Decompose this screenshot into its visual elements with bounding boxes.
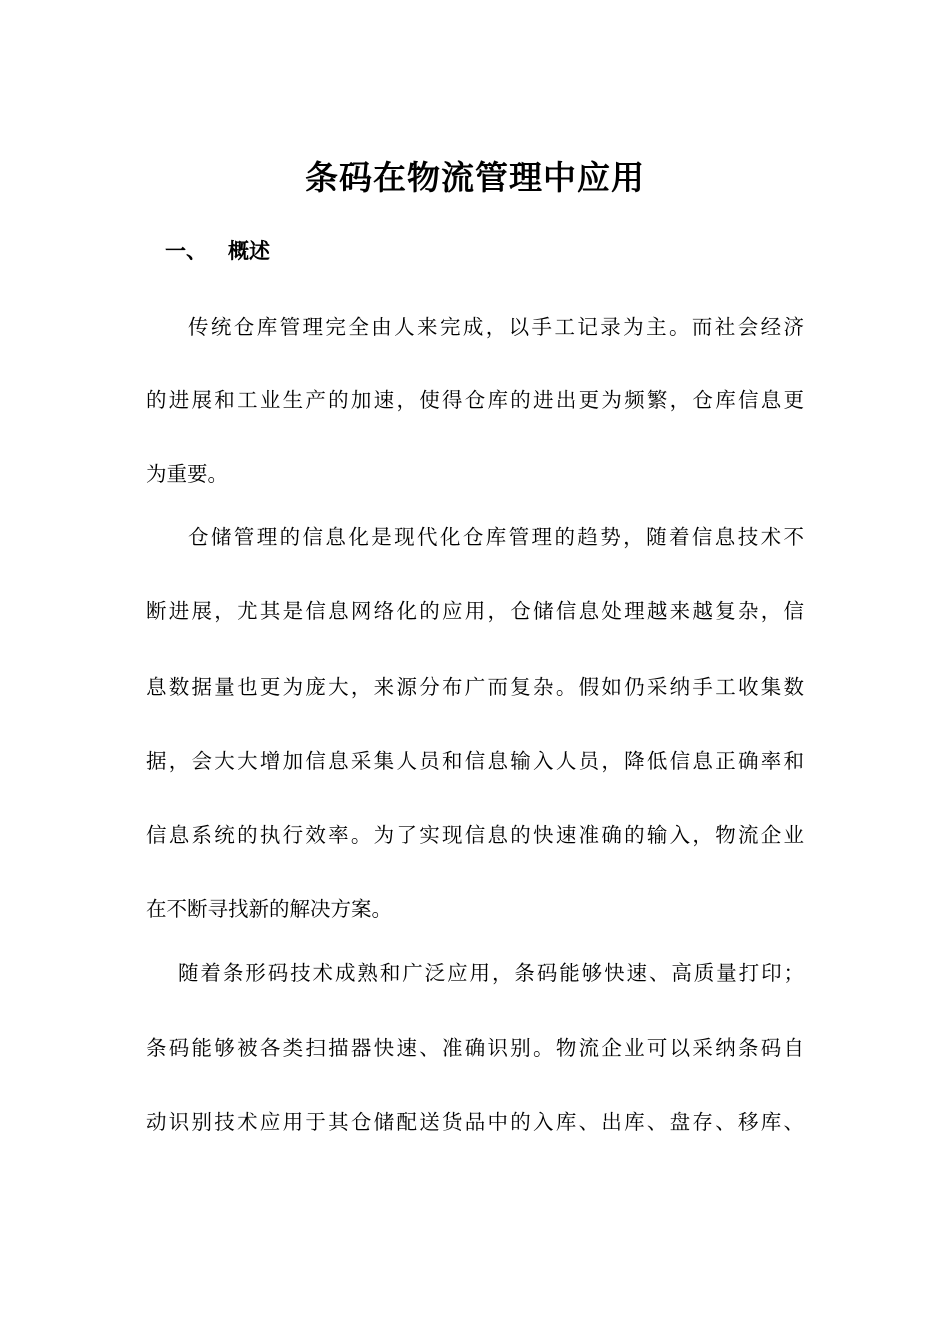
section-number: 一、 bbox=[165, 239, 207, 263]
paragraph-line: 为重要。 bbox=[146, 462, 228, 486]
paragraph-line: 动识别技术应用于其仓储配送货品中的入库、出库、盘存、移库、 bbox=[146, 1110, 804, 1134]
document-title: 条码在物流管理中应用 bbox=[305, 158, 645, 197]
paragraph-line: 的进展和工业生产的加速，使得仓库的进出更为频繁，仓库信息更 bbox=[146, 388, 804, 412]
paragraph-line: 传统仓库管理完全由人来完成，以手工记录为主。而社会经济 bbox=[188, 315, 804, 339]
section-title: 概述 bbox=[228, 239, 270, 263]
section-heading bbox=[165, 232, 270, 270]
paragraph-line: 仓储管理的信息化是现代化仓库管理的趋势，随着信息技术不 bbox=[188, 525, 804, 549]
paragraph-line: 条码能够被各类扫描器快速、准确识别。物流企业可以采纳条码自 bbox=[146, 1036, 804, 1060]
paragraph-line: 息数据量也更为庞大，来源分布广而复杂。假如仍采纳手工收集数 bbox=[146, 675, 804, 699]
paragraph-line: 信息系统的执行效率。为了实现信息的快速准确的输入，物流企业 bbox=[146, 823, 804, 847]
paragraph-line: 在不断寻找新的解决方案。 bbox=[146, 897, 392, 921]
paragraph-line: 断进展，尤其是信息网络化的应用，仓储信息处理越来越复杂，信 bbox=[146, 599, 804, 623]
paragraph-line: 随着条形码技术成熟和广泛应用，条码能够快速、高质量打印； bbox=[178, 961, 804, 985]
paragraph-line: 据，会大大增加信息采集人员和信息输入人员，降低信息正确率和 bbox=[146, 749, 804, 773]
